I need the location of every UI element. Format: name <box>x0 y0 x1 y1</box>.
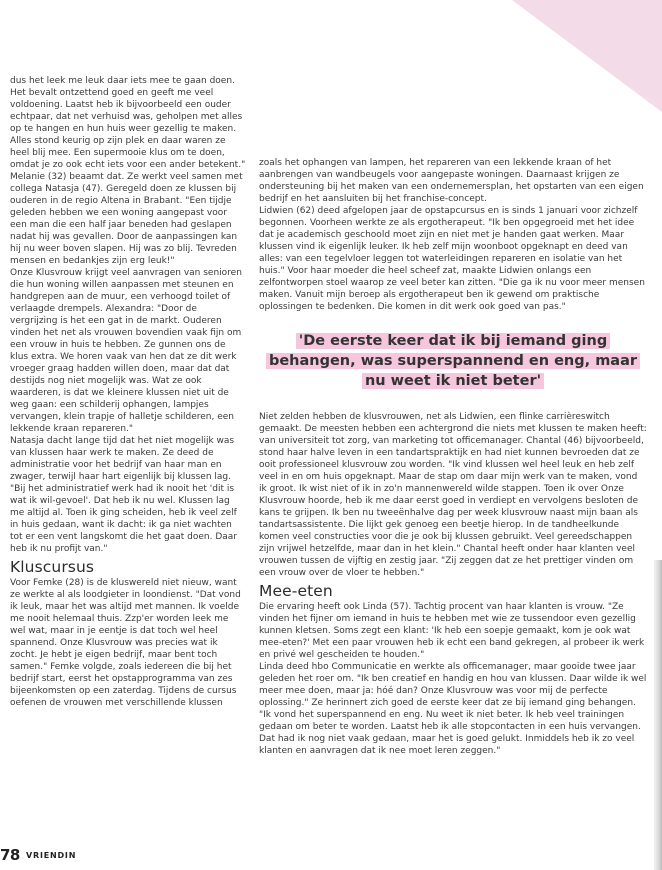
subheading-mee-eten: Mee-eten <box>259 582 333 600</box>
paragraph: Melanie (32) beaamt dat. Ze werkt veel samen met collega Natasja (47). Geregeld doen ze klussen bij ouderen in de regio Altena in Brabant. "Een tijdje geleden hebben we een woning aangepast voor een man die een half jaar beneden had geslapen nadat hij was gevallen. Door de aanpassingen kan hij nu weer boven slapen. Hij was zo blij. Tevreden mensen en bedankjes zijn erg leuk!" <box>10 172 243 266</box>
paragraph: Onze Klusvrouw krijgt veel aanvragen van senioren die hun woning willen aanpassen met steunen en handgrepen aan de muur, een verhoogd toilet of verlaagde drempels. Alexandra: "Door de vergrijzing is het een gat in de markt. Ouderen vinden het net als vrouwen bovendien vaak fijn om een vrouw in huis te hebben. Ze gunnen ons de klus extra. We horen vaak van hen dat ze dit werk vroeger graag hadden willen doen, maar dat dat destijds nog niet mogelijk was. Wat ze ook waarderen, is dat we kleinere klussen niet uit de weg gaan: een schilderij ophangen, lampjes vervangen, klein trapje of halletje schilderen, een lekkende kraan repareren." <box>10 268 242 434</box>
left-column <box>10 75 246 709</box>
paragraph: Natasja dacht lange tijd dat het niet mogelijk was van klussen haar werk te maken. Ze deed de administratie voor het bedrijf van haar man en zwager, terwijl haar hart eigenlijk bij klussen lag. "Bij het administratief werk had ik nooit het 'dit is wat ik wil-gevoel'. Dat heb ik nu wel. Klussen lag me altijd al. Toen ik ging scheiden, heb ik veel zelf in huis gedaan, want ik dacht: ik ga niet wachten tot er een vent langskomt die het gaat doen. Daar heb ik nu profijt van." <box>10 436 238 554</box>
pull-quote <box>259 331 647 391</box>
paragraph: Niet zelden hebben de klusvrouwen, net als Lidwien, een flinke carrièreswitch gemaakt. De meesten hebben een achtergrond die niets met klussen te maken heeft: van universiteit tot zorg, van marketing tot officemanager. Chantal (46) bijvoorbeeld, stond haar halve leven in een tandartspraktijk en had niet kunnen bevroeden dat ze ooit professioneel klusvrouw zou worden. "Ik vind klussen wel heel leuk en heb zelf veel in en om huis opgeknapt. Maar de stap om daar mijn werk van te maken, vond ik groot. Ik wist niet of ik in zo'n mannenwereld wilde stappen. Toen ik over Onze Klusvrouw hoorde, heb ik me daar eerst goed in verdiept en vervolgens besloten de kans te grijpen. Ik ben nu tweeënhalve dag per week klusvrouw naast mijn baan als tandartsassistente. Die lijkt gek genoeg een beetje hierop. In de tandheelkunde komen veel constructies voor die je ook bij klussen gebruikt. Veel gereedschappen zijn vrijwel hetzelfde, maar dan in het klein." Chantal heeft onder haar klanten veel vrouwen tussen de vijftig en zestig jaar. "Zij zeggen dat ze het prettiger vinden om een vrouw over de vloer te hebben." <box>259 412 647 578</box>
paragraph: Linda deed hbo Communicatie en werkte als officemanager, maar gooide twee jaar geleden het roer om. "Ik ben creatief en handig en hou van klussen. Daar wilde ik wel meer mee doen, maar ja: hóé dan? Onze Klusvrouw was voor mij de perfecte oplossing." Ze herinnert zich goed de eerste keer dat ze bij iemand ging behangen. "Ik vond het superspannend en eng. Nu weet ik niet beter. Ik heb veel trainingen gedaan om beter te worden. Laatst heb ik alle stopcontacten in een huis vervangen. Dat had ik nog niet vaak gedaan, maar het is goed gelukt. Inmiddels heb ik zo veel klanten en aanvragen dat ik nee moet leren zeggen." <box>259 662 647 756</box>
page-number: 78 <box>0 846 20 864</box>
paragraph: zoals het ophangen van lampen, het repareren van een lekkende kraan of het aanbrengen van wandbeugels voor aangepaste woningen. Daarnaast krijgen ze ondersteuning bij het maken van een ondernemersplan, het opstarten van een eigen bedrijf en het aansluiten bij het franchise-concept. <box>259 158 644 204</box>
paragraph: Voor Femke (28) is de kluswereld niet nieuw, want ze werkte al als loodgieter in loondienst. "Dat vond ik leuk, maar het was altijd met mannen. Ik voelde me nooit helemaal thuis. Zzp'er worden leek me wel wat, maar in je eentje is dat toch wel heel spannend. Onze Klusvrouw was precies wat ik zocht. Je hebt je eigen bedrijf, maar bent toch samen." Femke volgde, zoals iedereen die bij het bedrijf start, eerst het opstapprogramma van zes bijeenkomsten op een zaterdag. Tijdens de cursus oefenen de vrouwen met verschillende klussen <box>10 578 241 708</box>
paragraph: Die ervaring heeft ook Linda (57). Tachtig procent van haar klanten is vrouw. "Ze vinden het fijner om iemand in huis te hebben met wie ze tussendoor even gezellig kunnen kletsen. Soms zegt een klant: 'Ik heb een soepje gemaakt, kom je ook wat mee-eten?' Met een paar vrouwen heb ik echt een band gekregen, al probeer ik werk en privé wel gescheiden te houden." <box>259 602 645 660</box>
subheading-kluscursus: Kluscursus <box>10 558 95 576</box>
right-column <box>259 157 647 757</box>
paragraph: dus het leek me leuk daar iets mee te gaan doen. Het bevalt ontzettend goed en geeft me veel voldoening. Laatst heb ik bijvoorbeeld een ouder echtpaar, dat net verhuisd was, geholpen met alles op te hangen en hun huis weer gezellig te maken. Alles stond keurig op zijn plek en daar waren ze heel blij mee. Een supermooie klus om te doen, omdat je zo ook echt iets voor een ander betekent." <box>10 76 246 170</box>
magazine-name: VRIENDIN <box>26 851 77 860</box>
paragraph: Lidwien (62) deed afgelopen jaar de opstapcursus en is sinds 1 januari voor zichzelf begonnen. Voorheen werkte ze als ergotherapeut. "Ik ben opgegroeid met het idee dat je academisch geschoold moet zijn en niet met je handen gaat werken. Maar klussen vind ik eigenlijk leuker. Ik heb zelf mijn woonboot opgeknapt en deed van alles: van een tegelvloer leggen tot waterleidingen repareren en isolatie van het huis." Voor haar moeder die heel scheef zat, maakte Lidwien onlangs een zelfontworpen stoel waarop ze veel beter kan zitten. "Die ga ik nu voor meer mensen maken. Vanuit mijn beroep als ergotherapeut ben ik gewend om praktische oplossingen te bedenken. Die komen in dit werk ook goed van pas." <box>259 206 645 312</box>
decorative-corner-triangle <box>512 0 662 112</box>
pull-quote-text: 'De eerste keer dat ik bij iemand ging behangen, was superspannend en eng, maar nu weet ik niet beter' <box>266 333 640 389</box>
page-edge-photo-strip <box>654 560 662 870</box>
